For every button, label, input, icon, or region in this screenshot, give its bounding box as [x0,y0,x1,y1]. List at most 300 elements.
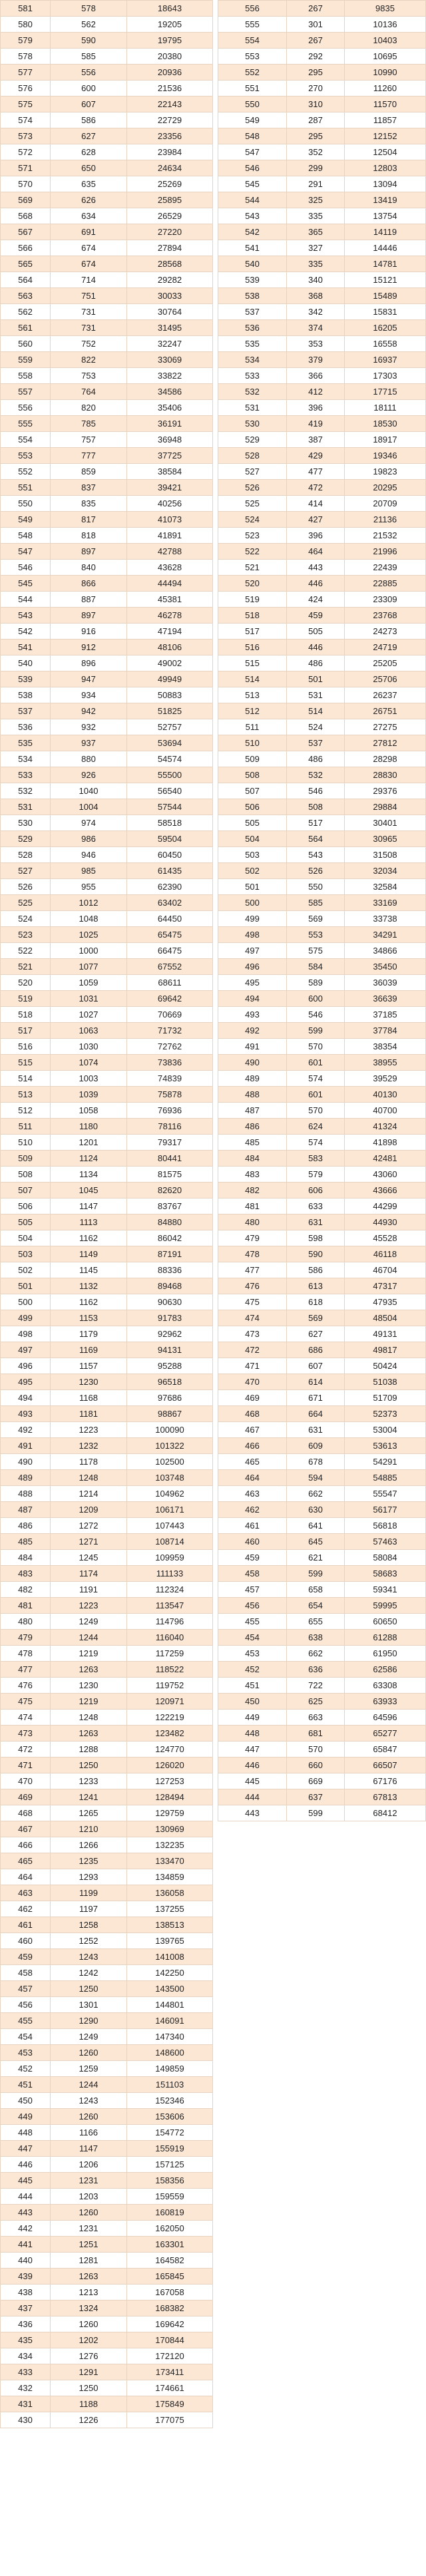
table-row [218,847,426,863]
count-cell: 387 [287,432,345,448]
table-row [1,1773,213,1789]
table-row [218,799,426,815]
score-cell: 553 [1,448,51,464]
count-cell: 731 [51,320,127,336]
count-cell: 1263 [51,1662,127,1678]
score-cell: 457 [1,1981,51,1997]
score-cell: 431 [1,2396,51,2412]
count-cell: 550 [287,879,345,895]
score-cell: 510 [218,735,287,751]
cumulative-cell: 127253 [127,1773,213,1789]
table-row [1,1310,213,1326]
cumulative-cell: 107443 [127,1518,213,1534]
cumulative-cell: 65475 [127,927,213,943]
count-cell: 368 [287,288,345,304]
cumulative-cell: 21136 [345,512,426,528]
table-row [1,1214,213,1230]
table-row [1,1662,213,1678]
cumulative-cell: 64450 [127,911,213,927]
table-row [1,2189,213,2205]
score-cell: 466 [1,1837,51,1853]
table-row [1,991,213,1007]
table-row [1,1726,213,1742]
table-row [1,208,213,224]
table-row [1,1981,213,1997]
score-cell: 535 [218,336,287,352]
table-row [1,2348,213,2364]
table-row [218,1789,426,1805]
score-cell: 435 [1,2332,51,2348]
table-row [218,496,426,512]
score-cell: 538 [1,687,51,703]
cumulative-cell: 116040 [127,1630,213,1646]
cumulative-cell: 11857 [345,112,426,128]
table-row [1,1837,213,1853]
score-cell: 536 [218,320,287,336]
count-cell: 654 [287,1598,345,1614]
table-row [218,1055,426,1071]
table-row [218,1262,426,1278]
count-cell: 1259 [51,2061,127,2077]
table-row [1,1933,213,1949]
score-cell: 452 [218,1662,287,1678]
count-cell: 366 [287,368,345,384]
count-cell: 837 [51,480,127,496]
count-cell: 590 [287,1246,345,1262]
cumulative-cell: 21996 [345,544,426,560]
count-cell: 1030 [51,1039,127,1055]
count-cell: 299 [287,160,345,176]
cumulative-cell: 37185 [345,1007,426,1023]
count-cell: 464 [287,544,345,560]
table-row [1,783,213,799]
cumulative-cell: 49949 [127,671,213,687]
score-cell: 476 [218,1278,287,1294]
cumulative-cell: 88336 [127,1262,213,1278]
cumulative-cell: 154772 [127,2125,213,2141]
score-cell: 479 [218,1230,287,1246]
cumulative-cell: 26751 [345,703,426,719]
table-row [1,1422,213,1438]
count-cell: 486 [287,751,345,767]
cumulative-cell: 167058 [127,2285,213,2300]
table-row [218,624,426,640]
score-cell: 534 [1,751,51,767]
table-row [1,640,213,655]
count-cell: 1166 [51,2125,127,2141]
count-cell: 1230 [51,1374,127,1390]
cumulative-cell: 41898 [345,1135,426,1151]
table-row [1,687,213,703]
score-cell: 492 [1,1422,51,1438]
count-cell: 613 [287,1278,345,1294]
count-cell: 600 [51,81,127,96]
count-cell: 531 [287,687,345,703]
table-row [1,1151,213,1167]
table-row [1,2125,213,2141]
score-cell: 527 [1,863,51,879]
count-cell: 1180 [51,1119,127,1135]
cumulative-cell: 14446 [345,240,426,256]
cumulative-cell: 20295 [345,480,426,496]
cumulative-cell: 36948 [127,432,213,448]
cumulative-cell: 69642 [127,991,213,1007]
count-cell: 818 [51,528,127,544]
score-cell: 472 [218,1342,287,1358]
cumulative-cell: 49002 [127,655,213,671]
count-cell: 1214 [51,1486,127,1502]
cumulative-cell: 144801 [127,1997,213,2013]
count-cell: 1249 [51,2029,127,2045]
table-row [1,719,213,735]
count-cell: 353 [287,336,345,352]
score-cell: 538 [218,288,287,304]
score-cell: 524 [218,512,287,528]
cumulative-cell: 16205 [345,320,426,336]
cumulative-cell: 22729 [127,112,213,128]
table-row [218,1598,426,1614]
count-cell: 757 [51,432,127,448]
table-row [218,432,426,448]
table-row [218,1726,426,1742]
table-row [218,49,426,65]
count-cell: 641 [287,1518,345,1534]
count-cell: 942 [51,703,127,719]
table-row [218,480,426,496]
score-cell: 486 [1,1518,51,1534]
cumulative-cell: 76936 [127,1103,213,1119]
count-cell: 508 [287,799,345,815]
count-cell: 669 [287,1773,345,1789]
count-cell: 631 [287,1214,345,1230]
count-cell: 1231 [51,2221,127,2237]
cumulative-cell: 157125 [127,2157,213,2173]
count-cell: 1219 [51,1646,127,1662]
count-cell: 1272 [51,1518,127,1534]
count-cell: 986 [51,831,127,847]
cumulative-cell: 45528 [345,1230,426,1246]
table-row [218,1342,426,1358]
count-cell: 896 [51,655,127,671]
table-row [1,1550,213,1566]
count-cell: 1147 [51,2141,127,2157]
score-cell: 462 [1,1901,51,1917]
count-cell: 947 [51,671,127,687]
count-cell: 1242 [51,1965,127,1981]
count-cell: 1132 [51,1278,127,1294]
cumulative-cell: 36639 [345,991,426,1007]
count-cell: 1293 [51,1869,127,1885]
cumulative-cell: 75878 [127,1087,213,1103]
cumulative-cell: 28568 [127,256,213,272]
cumulative-cell: 18643 [127,1,213,17]
table-row [1,368,213,384]
count-cell: 352 [287,144,345,160]
cumulative-cell: 67552 [127,959,213,975]
count-cell: 1202 [51,2332,127,2348]
table-row [1,2364,213,2380]
count-cell: 607 [51,96,127,112]
score-cell: 557 [1,384,51,400]
table-row [218,144,426,160]
score-cell: 502 [1,1262,51,1278]
score-cell: 496 [218,959,287,975]
cumulative-cell: 37784 [345,1023,426,1039]
count-cell: 526 [287,863,345,879]
score-cell: 533 [1,767,51,783]
table-row [1,480,213,496]
cumulative-cell: 164582 [127,2253,213,2269]
score-cell: 446 [218,1757,287,1773]
score-cell: 530 [1,815,51,831]
cumulative-cell: 46118 [345,1246,426,1262]
cumulative-cell: 136058 [127,1885,213,1901]
score-cell: 447 [218,1742,287,1757]
count-cell: 1157 [51,1358,127,1374]
score-cell: 537 [218,304,287,320]
score-cell: 432 [1,2380,51,2396]
table-row [1,655,213,671]
score-cell: 461 [218,1518,287,1534]
table-row [218,96,426,112]
cumulative-cell: 52373 [345,1406,426,1422]
count-cell: 985 [51,863,127,879]
cumulative-cell: 104962 [127,1486,213,1502]
cumulative-cell: 142250 [127,1965,213,1981]
cumulative-cell: 48106 [127,640,213,655]
count-cell: 1039 [51,1087,127,1103]
count-cell: 292 [287,49,345,65]
count-cell: 1031 [51,991,127,1007]
count-cell: 267 [287,33,345,49]
count-cell: 1271 [51,1534,127,1550]
table-row [1,112,213,128]
table-row [218,1103,426,1119]
count-cell: 817 [51,512,127,528]
count-cell: 291 [287,176,345,192]
table-row [1,2093,213,2109]
cumulative-cell: 68412 [345,1805,426,1821]
table-row [1,416,213,432]
score-cell: 484 [1,1550,51,1566]
table-row [1,1167,213,1183]
table-row [218,687,426,703]
count-cell: 310 [287,96,345,112]
table-row [1,1997,213,2013]
table-row [1,1486,213,1502]
cumulative-cell: 18111 [345,400,426,416]
table-row [1,96,213,112]
table-row [218,1646,426,1662]
count-cell: 1145 [51,1262,127,1278]
score-cell: 525 [1,895,51,911]
table-row [218,703,426,719]
count-cell: 859 [51,464,127,480]
cumulative-cell: 66507 [345,1757,426,1773]
count-cell: 1058 [51,1103,127,1119]
table-row [1,256,213,272]
score-cell: 519 [1,991,51,1007]
cumulative-cell: 19205 [127,17,213,33]
table-row [1,2045,213,2061]
score-cell: 518 [1,1007,51,1023]
table-row [1,1406,213,1422]
count-cell: 1124 [51,1151,127,1167]
score-cell: 502 [218,863,287,879]
score-cell: 560 [1,336,51,352]
table-row [218,751,426,767]
cumulative-cell: 54885 [345,1470,426,1486]
table-row [1,895,213,911]
cumulative-cell: 27812 [345,735,426,751]
table-row [218,1550,426,1566]
cumulative-cell: 100090 [127,1422,213,1438]
cumulative-cell: 47935 [345,1294,426,1310]
table-row [1,1470,213,1486]
score-cell: 441 [1,2237,51,2253]
count-cell: 569 [287,911,345,927]
score-cell: 546 [218,160,287,176]
cumulative-cell: 91783 [127,1310,213,1326]
count-cell: 1281 [51,2253,127,2269]
table-row [218,608,426,624]
count-cell: 446 [287,576,345,592]
score-cell: 471 [1,1757,51,1773]
cumulative-cell: 139765 [127,1933,213,1949]
cumulative-cell: 74839 [127,1071,213,1087]
table-row [218,735,426,751]
score-cell: 460 [218,1534,287,1550]
table-row [1,2396,213,2412]
count-cell: 586 [51,112,127,128]
count-cell: 1074 [51,1055,127,1071]
score-cell: 581 [1,1,51,17]
score-cell: 488 [218,1087,287,1103]
table-row [1,2109,213,2125]
count-cell: 486 [287,655,345,671]
count-cell: 655 [287,1614,345,1630]
table-row [1,879,213,895]
table-row [218,176,426,192]
table-row [218,112,426,128]
count-cell: 524 [287,719,345,735]
cumulative-cell: 58518 [127,815,213,831]
score-cell: 550 [1,496,51,512]
score-cell: 506 [1,1198,51,1214]
count-cell: 1162 [51,1294,127,1310]
score-cell: 528 [218,448,287,464]
table-row [218,528,426,544]
score-cell: 517 [218,624,287,640]
score-cell: 523 [1,927,51,943]
score-cell: 465 [1,1853,51,1869]
score-cell: 566 [1,240,51,256]
table-row [218,1007,426,1023]
cumulative-cell: 23984 [127,144,213,160]
cumulative-cell: 128494 [127,1789,213,1805]
table-row [1,703,213,719]
count-cell: 379 [287,352,345,368]
cumulative-cell: 19795 [127,33,213,49]
count-cell: 1149 [51,1246,127,1262]
score-cell: 499 [1,1310,51,1326]
table-row [1,751,213,767]
score-cell: 573 [1,128,51,144]
score-cell: 519 [218,592,287,608]
table-row [218,1119,426,1135]
score-cell: 568 [1,208,51,224]
cumulative-cell: 53613 [345,1438,426,1454]
score-cell: 481 [1,1598,51,1614]
count-cell: 585 [51,49,127,65]
table-row [1,1518,213,1534]
table-row [1,1502,213,1518]
table-row [218,192,426,208]
right-score-table-column [218,0,426,1821]
count-cell: 822 [51,352,127,368]
score-cell: 510 [1,1135,51,1151]
cumulative-cell: 50883 [127,687,213,703]
table-row [218,1326,426,1342]
score-cell: 515 [1,1055,51,1071]
cumulative-cell: 73836 [127,1055,213,1071]
cumulative-cell: 129759 [127,1805,213,1821]
score-cell: 473 [218,1326,287,1342]
count-cell: 599 [287,1023,345,1039]
cumulative-cell: 32584 [345,879,426,895]
count-cell: 570 [287,1103,345,1119]
table-row [1,304,213,320]
cumulative-cell: 9835 [345,1,426,17]
score-cell: 444 [1,2189,51,2205]
table-row [1,2077,213,2093]
score-cell: 492 [218,1023,287,1039]
score-cell: 503 [1,1246,51,1262]
count-cell: 594 [287,1470,345,1486]
count-cell: 374 [287,320,345,336]
score-cell: 551 [218,81,287,96]
table-row [218,1390,426,1406]
count-cell: 1250 [51,1981,127,1997]
count-cell: 630 [287,1502,345,1518]
count-cell: 932 [51,719,127,735]
table-row [218,911,426,927]
score-cell: 515 [218,655,287,671]
cumulative-cell: 16937 [345,352,426,368]
cumulative-cell: 11570 [345,96,426,112]
count-cell: 752 [51,336,127,352]
count-cell: 607 [287,1358,345,1374]
score-cell: 549 [218,112,287,128]
score-cell: 525 [218,496,287,512]
table-row [218,1566,426,1582]
score-cell: 478 [218,1246,287,1262]
table-row [1,1198,213,1214]
count-cell: 578 [51,1,127,17]
cumulative-cell: 38955 [345,1055,426,1071]
count-cell: 663 [287,1710,345,1726]
count-cell: 628 [51,144,127,160]
count-cell: 1004 [51,799,127,815]
cumulative-cell: 86042 [127,1230,213,1246]
table-row [218,1167,426,1183]
score-cell: 477 [218,1262,287,1278]
table-row [218,959,426,975]
count-cell: 543 [287,847,345,863]
score-cell: 541 [218,240,287,256]
score-cell: 465 [218,1454,287,1470]
score-cell: 520 [1,975,51,991]
